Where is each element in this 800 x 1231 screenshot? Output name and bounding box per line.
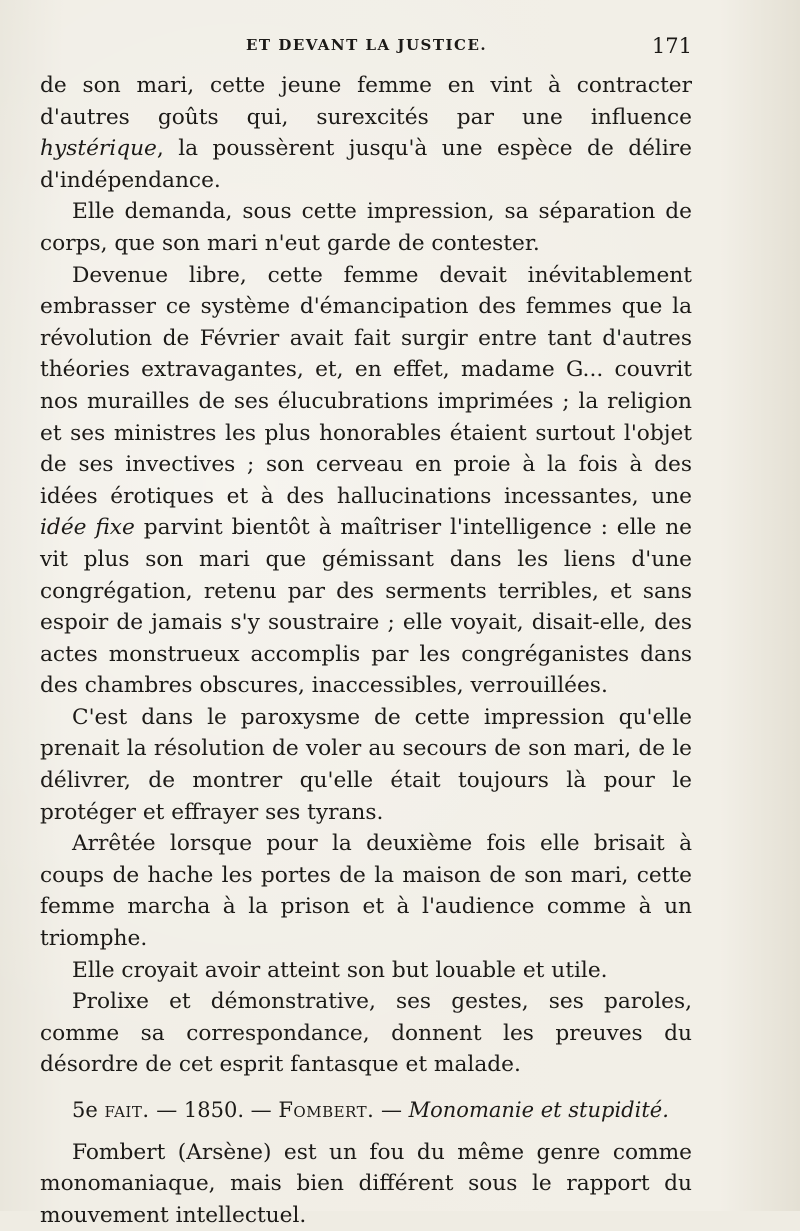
paragraph: Arrêtée lorsque pour la deuxième fois elle brisait à coups de hache les portes de la maison de son mari, cette femme marcha à la prison et à l'audience comme à un triomphe. [40, 831, 692, 952]
italic-term: idée fixe [40, 515, 135, 541]
case-title: Monomanie et stupidité. [408, 1098, 669, 1122]
italic-term: hystérique [40, 136, 157, 162]
paragraph: Prolixe et démonstrative, ses gestes, ses paroles, comme sa correspondance, donnent les preuves du désordre de cet esprit fantasque et malade. [40, 989, 692, 1078]
paragraph-text: parvint bientôt à maîtriser l'intelligence : elle ne vit plus son mari que gémissant dans les liens d'une congrégation, retenu par des serments terribles, et sans espoir de jamais s'y soustraire ; elle voyait, disait-elle, des actes monstrueux accomplis par les congréganistes dans des chambres obscures, inaccessibles, verrouillées. [40, 515, 692, 699]
case-number: 5e [72, 1098, 98, 1122]
paragraph-continuation [40, 70, 692, 196]
case-year: — 1850. — [149, 1098, 279, 1122]
paragraph: Elle croyait avoir atteint son but louable et utile. [72, 957, 608, 983]
case-label: fait. [104, 1098, 150, 1122]
paragraph: Elle demanda, sous cette impression, sa séparation de corps, que son mari n'eut garde de contester. [40, 199, 692, 256]
paragraph-text: de son mari, cette jeune femme en vint à contracter d'autres goûts qui, surexcités par une influence [40, 73, 692, 130]
paragraph-text: Devenue libre, cette femme devait inévitablement embrasser ce système d'émancipation des femmes que la révolution de Février avait fait surgir entre tant d'autres théories extravagantes, et, en effet, madame G... couvrit nos murailles de ses élucubrations imprimées ; la religion et ses ministres les plus honorables étaient surtout l'objet de ses invectives ; son cerveau en proie à la fois à des idées érotiques et à des hallucinations incessantes, une [40, 262, 692, 509]
running-head: ET DEVANT LA JUSTICE. [246, 36, 488, 54]
page-header [40, 36, 692, 62]
paragraph: C'est dans le paroxysme de cette impression qu'elle prenait la résolution de voler au secours de son mari, de le délivrer, de montrer qu'elle était toujours là pour le protéger et effrayer ses tyrans. [40, 704, 692, 825]
paragraph [40, 260, 692, 702]
case-name: Fombert. [278, 1098, 375, 1122]
body-text [40, 70, 692, 1231]
case-dash: — [374, 1098, 409, 1122]
paragraph-text: , la poussèrent jusqu'à une espèce de délire d'indépendance. [40, 136, 692, 193]
case-heading [40, 1095, 692, 1127]
page-number: 171 [651, 34, 692, 58]
paragraph: Fombert (Arsène) est un fou du même genre comme monomaniaque, mais bien différent sous le rapport du mouvement intellectuel. [40, 1139, 692, 1228]
